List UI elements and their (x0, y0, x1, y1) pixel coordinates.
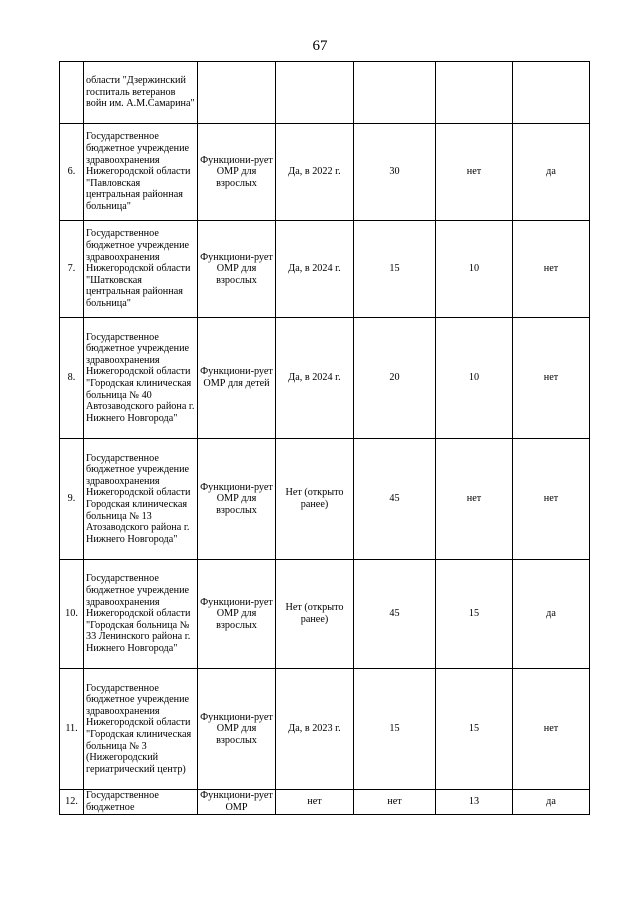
omr-status: Функциони-рует ОМР (198, 790, 276, 815)
table-row (60, 62, 590, 124)
row-number: 12. (60, 790, 84, 815)
value-col-7: да (513, 790, 590, 815)
institution-name: Государственное бюджетное учреждение здравоохранения Нижегородской области "Шатковская центральная районная больница" (84, 221, 198, 318)
table-row (60, 318, 590, 439)
value-col-5: 15 (354, 221, 436, 318)
value-col-7: нет (513, 221, 590, 318)
value-col-6: 15 (436, 669, 513, 790)
omr-status: Функциони-рует ОМР для детей (198, 318, 276, 439)
institution-name: Государственное бюджетное учреждение здравоохранения Нижегородской области "Городская больница № 33 Ленинского района г. Нижнего Новгорода" (84, 560, 198, 669)
value-col-6: нет (436, 124, 513, 221)
value-col-6 (436, 62, 513, 124)
value-col-6: нет (436, 439, 513, 560)
value-col-6: 10 (436, 221, 513, 318)
opening-info: нет (276, 790, 354, 815)
opening-info: Да, в 2024 г. (276, 318, 354, 439)
value-col-5: 30 (354, 124, 436, 221)
opening-info: Да, в 2024 г. (276, 221, 354, 318)
institution-name: Государственное бюджетное (84, 790, 198, 815)
value-col-7 (513, 62, 590, 124)
value-col-6: 10 (436, 318, 513, 439)
opening-info: Да, в 2023 г. (276, 669, 354, 790)
page-number: 67 (312, 38, 328, 54)
value-col-5: 15 (354, 669, 436, 790)
value-col-5: 45 (354, 439, 436, 560)
opening-info (276, 62, 354, 124)
row-number: 8. (60, 318, 84, 439)
value-col-5: нет (354, 790, 436, 815)
value-col-5 (354, 62, 436, 124)
omr-status: Функциони-рует ОМР для взрослых (198, 560, 276, 669)
institution-name: Государственное бюджетное учреждение здравоохранения Нижегородской области "Городская клиническая больница № 40 Автозаводского района г. Нижнего Новгорода" (84, 318, 198, 439)
table-row (60, 221, 590, 318)
table-row (60, 669, 590, 790)
omr-status: Функциони-рует ОМР для взрослых (198, 124, 276, 221)
opening-info: Нет (открыто ранее) (276, 439, 354, 560)
table-row (60, 124, 590, 221)
value-col-6: 13 (436, 790, 513, 815)
value-col-5: 45 (354, 560, 436, 669)
institution-name: Государственное бюджетное учреждение здравоохранения Нижегородской области Городская клиническая больница № 13 Атозаводского района г. Нижнего Новгорода" (84, 439, 198, 560)
table-row (60, 790, 590, 815)
omr-status: Функциони-рует ОМР для взрослых (198, 439, 276, 560)
value-col-7: да (513, 560, 590, 669)
value-col-5: 20 (354, 318, 436, 439)
omr-status (198, 62, 276, 124)
opening-info: Да, в 2022 г. (276, 124, 354, 221)
row-number: 7. (60, 221, 84, 318)
value-col-7: нет (513, 669, 590, 790)
row-number: 11. (60, 669, 84, 790)
institution-name: области "Дзержинский госпиталь ветеранов войн им. А.М.Самарина" (84, 62, 198, 124)
row-number: 6. (60, 124, 84, 221)
value-col-7: нет (513, 439, 590, 560)
row-number: 10. (60, 560, 84, 669)
value-col-6: 15 (436, 560, 513, 669)
institution-name: Государственное бюджетное учреждение здравоохранения Нижегородской области "Павловская центральная районная больница" (84, 124, 198, 221)
value-col-7: нет (513, 318, 590, 439)
institution-name: Государственное бюджетное учреждение здравоохранения Нижегородской области "Городская клиническая больница № 3 (Нижегородский гериатрический центр) (84, 669, 198, 790)
omr-status: Функциони-рует ОМР для взрослых (198, 669, 276, 790)
row-number (60, 62, 84, 124)
hospital-table (59, 61, 590, 815)
row-number: 9. (60, 439, 84, 560)
table-row (60, 439, 590, 560)
value-col-7: да (513, 124, 590, 221)
table-row (60, 560, 590, 669)
opening-info: Нет (открыто ранее) (276, 560, 354, 669)
omr-status: Функциони-рует ОМР для взрослых (198, 221, 276, 318)
